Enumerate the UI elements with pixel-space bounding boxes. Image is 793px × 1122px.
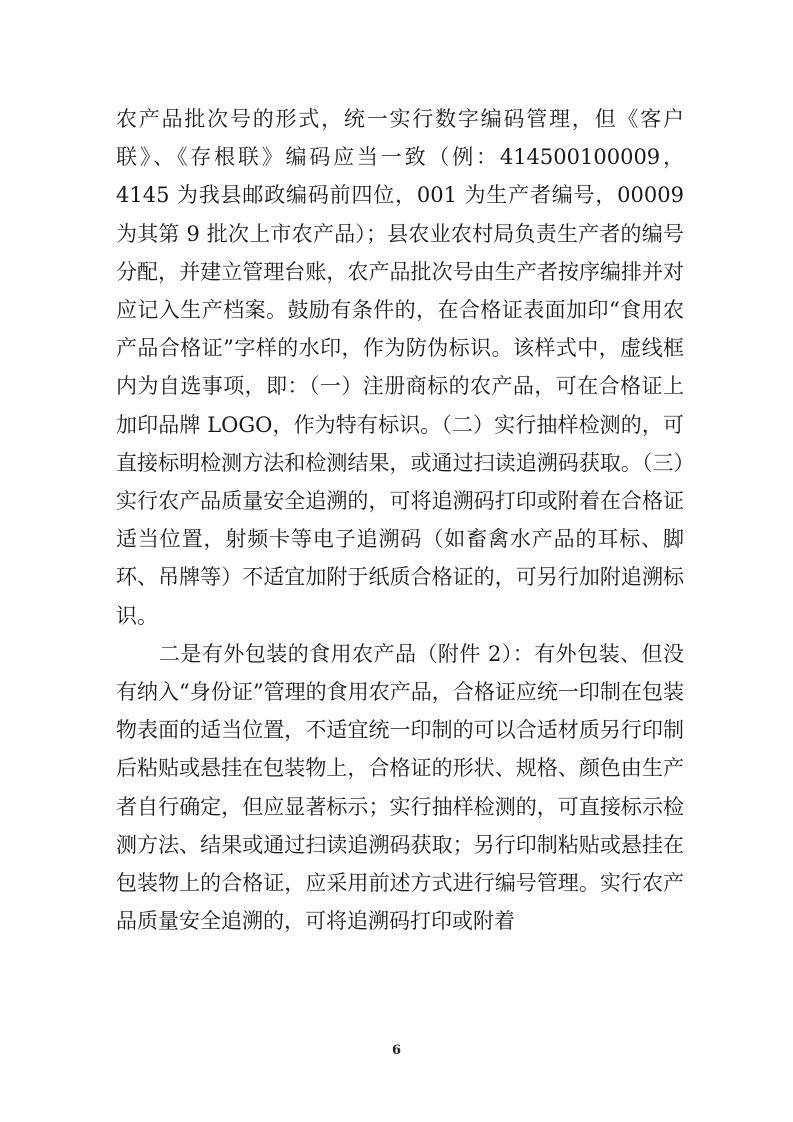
page-number: 6 (391, 1043, 402, 1058)
paragraph-1: 农产品批次号的形式，统一实行数字编码管理，但《客户联》、《存根联》编码应当一致（例：414500100009，4145 为我县邮政编码前四位，001 为生产者编号，00009 为其第 9 批次上市农产品）；县农业农村局负责生产者的编号分配，并建立管理台账，农产品批次号由生产者按序编排并对应记入生产档案。鼓励有条件的，在合格证表面加印“食用农产品合格证”字样的水印，作为防伪标识。该样式中，虚线框内为自选事项，即：（一）注册商标的农产品，可在合格证上加印品牌 LOGO，作为特有标识。（二）实行抽样检测的，可直接标明检测方法和检测结果，或通过扫读追溯码获取。（三）实行农产品质量安全追溯的，可将追溯码打印或附着在合格证适当位置，射频卡等电子追溯码（如畜禽水产品的耳标、脚环、吊牌等）不适宜加附于纸质合格证的，可另行加附追溯标识。 (116, 107, 691, 628)
body-text (116, 100, 691, 940)
paragraph-2: 二是有外包装的食用农产品（附件 2）：有外包装、但没有纳入“身份证”管理的食用农产品，合格证应统一印制在包装物表面的适当位置，不适宜统一印制的可以合适材质另行印制后粘贴或悬挂在包装物上，合格证的形状、规格、颜色由生产者自行确定，但应显著标示；实行抽样检测的，可直接标示检测方法、结果或通过扫读追溯码获取；另行印制粘贴或悬挂在包装物上的合格证，应采用前述方式进行编号管理。实行农产品质量安全追溯的，可将追溯码打印或附着 (116, 641, 684, 934)
